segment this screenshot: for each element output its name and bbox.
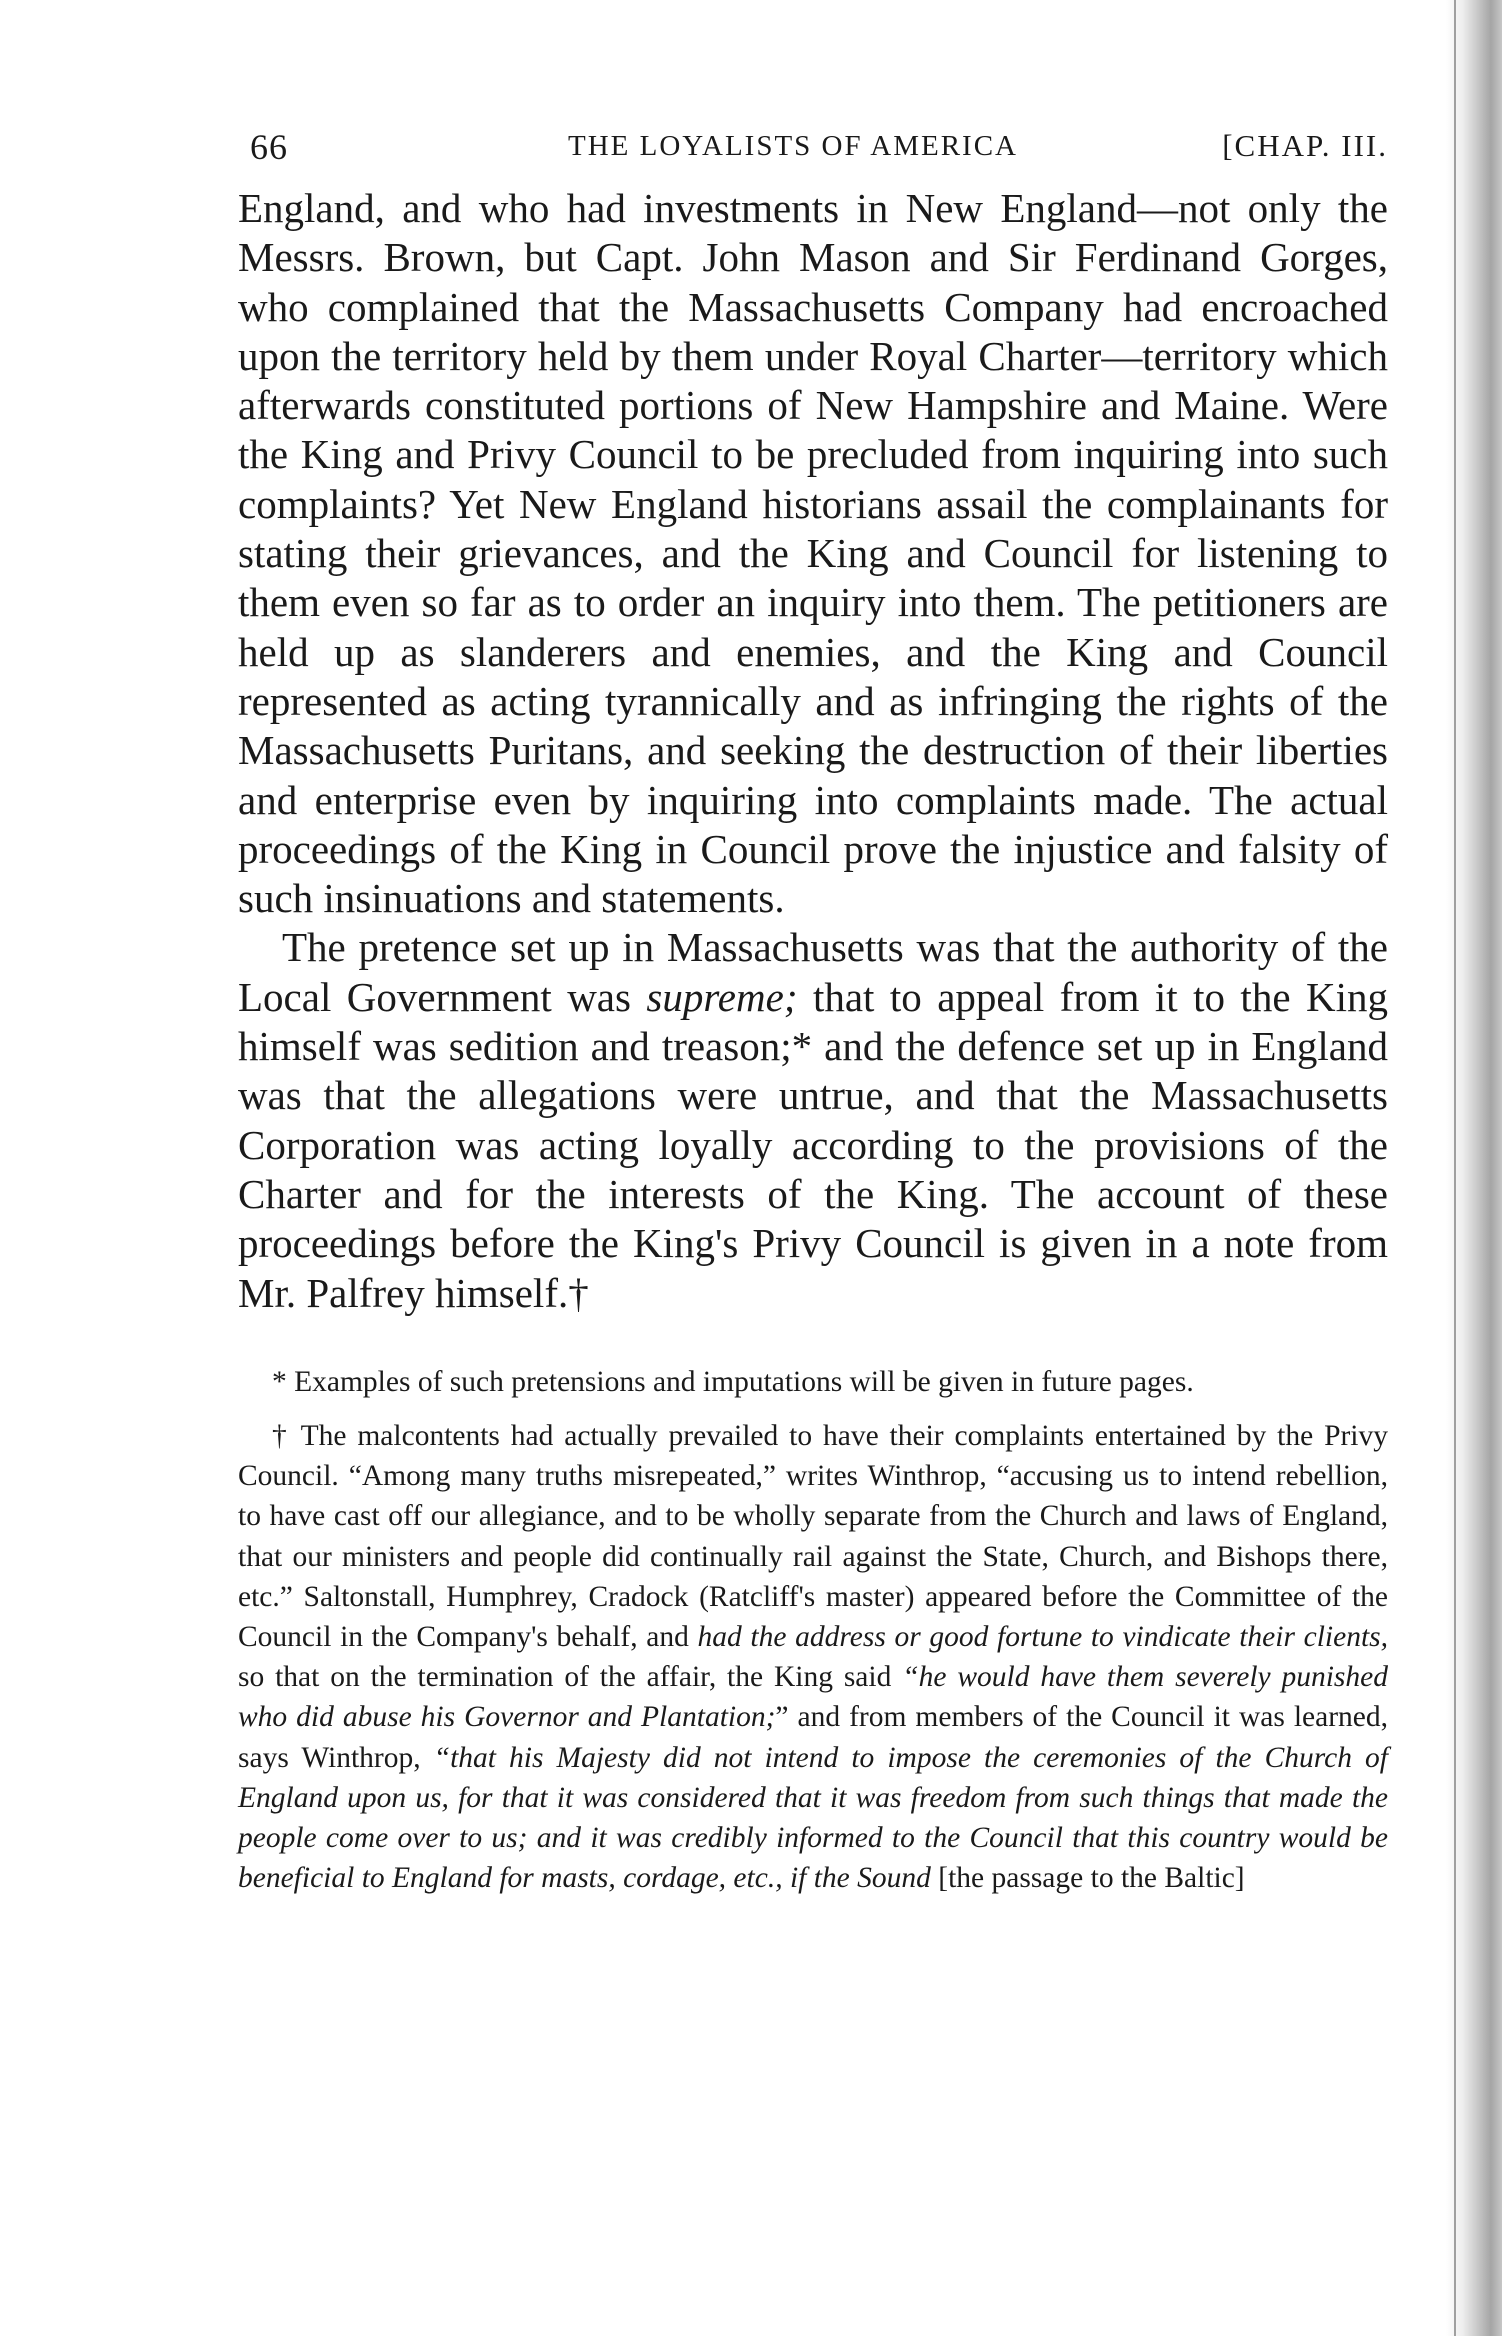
- book-page: [238, 118, 1388, 1898]
- footnote-dagger-italic-3: “that his Majesty did not intend to impose the ceremonies of the Church of England upon us, for that it was considered that it was freedom from such things that made the people come over to us; and it was credibly informed to the Council that this country would be beneficial to England for masts, cordage, etc., if the Sound: [238, 1741, 1388, 1895]
- paragraph-2-text-2: that to appeal from it to the King himself was sedition and treason;* and the defence set up in England was that the allegations were untrue, and that the Massachusetts Corporation was acting loyally according to the provisions of the Charter and for the interests of the King. The account of these proceedings before the King's Privy Council is given in a note from Mr. Palfrey himself.†: [238, 973, 1388, 1316]
- paragraph-2-italic-supreme: supreme;: [646, 973, 798, 1020]
- footnote-asterisk: * Examples of such pretensions and imputations will be given in future pages.: [272, 1365, 1194, 1398]
- paragraph-2-text-1: The pretence set up in Massachusetts was that the authority of the Local Government was: [238, 924, 1388, 1020]
- footnotes: [238, 1362, 1388, 1899]
- page-number: 66: [250, 127, 288, 167]
- running-head: [238, 118, 1388, 178]
- footnote-dagger-text-2: so that on the termination of the affair, the King said: [238, 1661, 903, 1694]
- body-text: [238, 184, 1388, 1318]
- footnote-dagger-italic-1: had the address or good fortune to vindicate their clients,: [697, 1621, 1388, 1654]
- running-title: THE LOYALISTS OF AMERICA: [568, 130, 1018, 162]
- page-edge-line: [1454, 0, 1456, 2336]
- footnote-dagger-text-1: † The malcontents had actually prevailed to have their complaints entertained by the Privy Council. “Among many truths misrepeated,” writes Winthrop, “accusing us to intend rebellion, to have cast off our allegiance, and to be wholly separate from the Church and laws of England, that our ministers and people did continually rail against the State, Church, and Bishops there, etc.” Saltonstall, Humphrey, Cradock (Ratcliff's master) appeared before the Committee of the Council in the Company's behalf, and: [238, 1420, 1388, 1654]
- chapter-reference: [CHAP. III.: [1222, 128, 1388, 163]
- footnote-dagger: [238, 1416, 1388, 1898]
- footnote-dagger-text-3: ” and from members of the Council it was learned, says Winthrop,: [238, 1701, 1388, 1774]
- body-paragraph-2: [238, 923, 1388, 1317]
- body-paragraph-1: England, and who had investments in New England—not only the Messrs. Brown, but Capt. John Mason and Sir Ferdinand Gorges, who complained that the Massachusetts Company had encroached upon the territory held by them under Royal Charter—territory which afterwards constituted portions of New Hampshire and Maine. Were the King and Privy Council to be precluded from inquiring into such complaints? Yet New England historians assail the complainants for stating their grievances, and the King and Council for listening to them even so far as to order an inquiry into them. The petitioners are held up as slanderers and enemies, and the King and Council represented as acting tyrannically and as infringing the rights of the Massachusetts Puritans, and seeking the destruction of their liberties and enterprise even by inquiring into complaints made. The actual proceedings of the King in Council prove the injustice and falsity of such insinuations and statements.: [238, 185, 1388, 922]
- footnote-dagger-text-4: [the passage to the Baltic]: [930, 1862, 1245, 1895]
- footnote-dagger-italic-2: “he would have them severely punished who did abuse his Governor and Plantation;: [238, 1661, 1389, 1734]
